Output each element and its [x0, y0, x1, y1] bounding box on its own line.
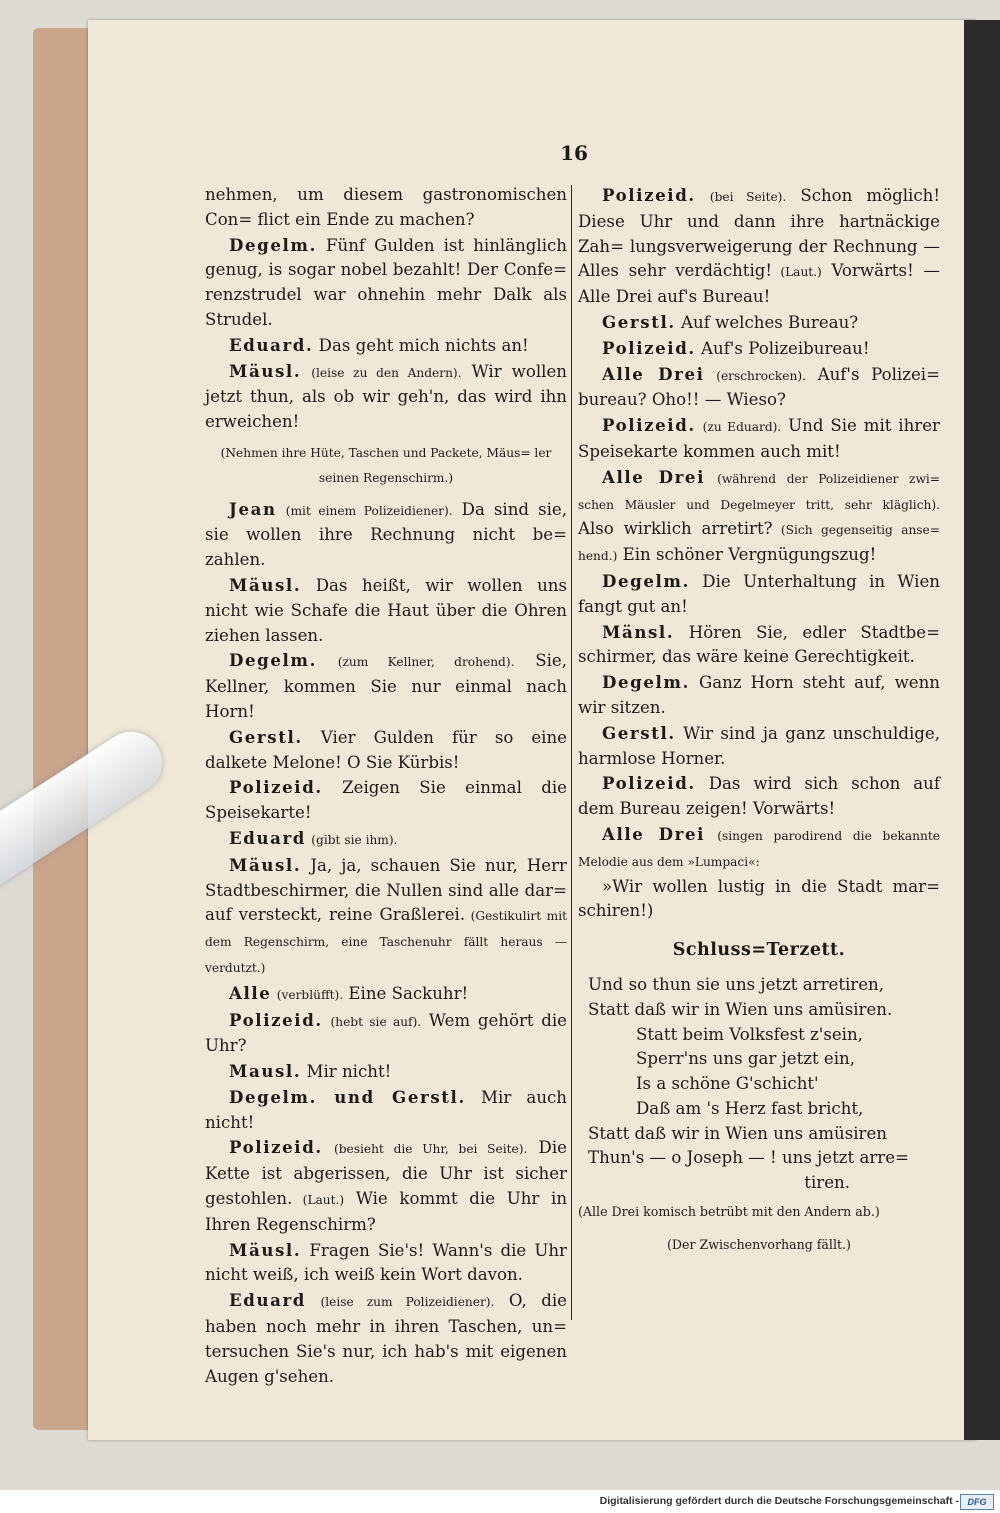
speaker: Mäusl. — [229, 360, 302, 381]
speaker: Mäusl. — [229, 574, 302, 595]
stage-direction: (verblüfft). — [276, 987, 344, 1002]
speaker: Mäusl. — [229, 1239, 302, 1260]
speaker: Mausl. — [229, 1061, 302, 1082]
left-column — [205, 183, 567, 1389]
funding-credit: Digitalisierung gefördert durch die Deutsche Forschungsgemeinschaft - — [599, 1495, 959, 1507]
paragraph: Alle (verblüfft). Eine Sackuhr! — [229, 982, 469, 1003]
paragraph: Alle Drei (während der Polizeidiener zwi= schen Mäusler und Degelmeyer tritt, sehr kläglich). Also wirklich arretirt? (Sich gegenseitig anse= hend.) Ein schöner Vergnügungszug! — [578, 466, 940, 565]
song-line: Daß am 's Herz fast bricht, — [636, 1098, 864, 1118]
song-line: Statt daß wir in Wien uns amüsiren. — [588, 999, 893, 1019]
footer-bar — [0, 1490, 1000, 1513]
speaker: Eduard — [229, 1290, 307, 1311]
paragraph: Degelm. Die Unterhaltung in Wien fangt gut an! — [578, 570, 940, 616]
dfg-logo-icon: DFG — [960, 1494, 994, 1510]
speaker: Polizeid. — [602, 185, 696, 205]
stage-direction-block: (Alle Drei komisch betrübt mit den Andern ab.) — [578, 1204, 880, 1220]
book-cover-edge — [33, 28, 93, 1430]
speaker: Eduard — [229, 827, 307, 848]
speaker: Degelm. — [229, 234, 317, 255]
speaker: Degelm. — [602, 672, 690, 693]
paragraph: Polizeid. (bei Seite). Schon möglich! Diese Uhr und dann ihre hartnäckige Zah= lungsverweigerung der Rechnung — Alles sehr verdächtig! (Laut.) Vorwärts! — Alle Drei auf's Bureau! — [578, 185, 940, 307]
stage-direction: (während der Polizeidiener zwi= schen Mäusler und Degelmeyer tritt, sehr kläglich). — [578, 471, 940, 512]
stage-direction: (hebt sie auf). — [330, 1014, 422, 1029]
speaker: Degelm. — [229, 650, 317, 671]
speaker: Polizeid. — [602, 337, 696, 358]
paragraph: Polizeid. Das wird sich schon auf dem Bureau zeigen! Vorwärts! — [578, 773, 940, 819]
stage-direction: (erschrocken). — [716, 368, 806, 383]
song-line: Und so thun sie uns jetzt arretiren, — [588, 974, 885, 994]
paragraph: Polizeid. Auf's Polizeibureau! — [602, 337, 870, 358]
stage-direction: (Sich gegenseitig anse= hend.) — [578, 523, 940, 564]
dark-binding-edge — [964, 20, 1000, 1440]
paragraph: Degelm. und Gerstl. Mir auch nicht! — [205, 1086, 567, 1132]
column-divider — [571, 185, 572, 1320]
song-line: Sperr'ns uns gar jetzt ein, — [636, 1049, 856, 1069]
page-number: 16 — [560, 141, 588, 165]
speaker: Alle Drei — [602, 823, 706, 844]
paragraph: Mäusl. Fragen Sie's! Wann's die Uhr nicht weiß, ich weiß kein Wort davon. — [205, 1239, 567, 1285]
speaker: Alle — [229, 982, 272, 1003]
paragraph: Mäusl. Ja, ja, schauen Sie nur, Herr Stadtbeschirmer, die Nullen sind alle dar= auf versteckt, reine Graßlerei. (Gestikulirt mit dem Regenschirm, eine Taschenuhr fällt heraus — verdutzt.) — [205, 854, 567, 975]
paragraph: Polizeid. (besieht die Uhr, bei Seite). Die Kette ist abgerissen, die Uhr ist sicher gestohlen. (Laut.) Wie kommt die Uhr in Ihren Regenschirm? — [205, 1137, 568, 1234]
paragraph: Mäusl. Das heißt, wir wollen uns nicht wie Schafe die Haut über die Ohren ziehen lassen. — [205, 574, 567, 645]
song-line: Thun's — o Joseph — ! uns jetzt arre= — [588, 1148, 909, 1168]
paragraph: Mänsl. Hören Sie, edler Stadtbe= schirmer, das wäre keine Gerechtigkeit. — [578, 621, 940, 667]
speaker: Mänsl. — [602, 621, 675, 642]
speaker: Gerstl. — [602, 722, 676, 743]
speaker: Polizeid. — [229, 777, 323, 798]
speaker: Alle Drei — [602, 363, 705, 384]
stage-direction: (Gestikulirt mit dem Regenschirm, eine Taschenuhr fällt heraus — verdutzt.) — [205, 909, 567, 975]
stage-direction: (mit einem Polizeidiener). — [285, 503, 453, 518]
speaker: Polizeid. — [602, 415, 696, 436]
paragraph: Alle Drei (erschrocken). Auf's Polizei= bureau? Oho!! — Wieso? — [578, 363, 940, 410]
quoted-line: »Wir wollen lustig in die Stadt mar= schiren!) — [578, 876, 940, 921]
speaker: Alle Drei — [602, 466, 705, 487]
speaker: Jean — [229, 498, 277, 519]
stage-direction-block: (Der Zwischenvorhang fällt.) — [667, 1236, 851, 1252]
paragraph: Gerstl. Wir sind ja ganz unschuldige, harmlose Horner. — [578, 722, 940, 768]
speaker: Mäusl. — [229, 854, 302, 875]
stage-direction: (singen parodirend die bekannte Melodie aus dem »Lumpaci«: — [578, 828, 940, 869]
paragraph: Gerstl. Vier Gulden für so eine dalkete Melone! O Sie Kürbis! — [205, 726, 567, 772]
paragraph: Eduard. Das geht mich nichts an! — [229, 334, 529, 355]
speaker: Gerstl. — [602, 311, 676, 332]
speaker: Polizeid. — [229, 1009, 323, 1030]
paragraph: Degelm. Ganz Horn steht auf, wenn wir sitzen. — [578, 672, 940, 717]
stage-direction: (leise zum Polizeidiener). — [320, 1295, 495, 1310]
song-line: Statt beim Volksfest z'sein, — [636, 1024, 863, 1044]
stage-direction-block: (Nehmen ihre Hüte, Taschen und Packete, Mäus= ler seinen Regenschirm.) — [220, 445, 552, 485]
paragraph: Polizeid. (zu Eduard). Und Sie mit ihrer Speisekarte kommen auch mit! — [578, 415, 940, 461]
song-line: tiren. — [804, 1173, 850, 1193]
stage-direction: (zum Kellner, drohend). — [337, 655, 515, 670]
speaker: Gerstl. — [229, 726, 303, 747]
speaker: Degelm. und Gerstl. — [229, 1086, 466, 1107]
stage-direction: (Laut.) — [292, 1193, 345, 1208]
speaker: Degelm. — [602, 570, 690, 591]
song-line: Statt daß wir in Wien uns amüsiren — [588, 1123, 887, 1143]
stage-direction: (gibt sie ihm). — [311, 832, 398, 847]
stage-direction: (besieht die Uhr, bei Seite). — [333, 1142, 528, 1157]
speaker: Polizeid. — [229, 1137, 323, 1158]
paragraph: Mäusl. (leise zu den Andern). Wir wollen jetzt thun, als ob wir geh'n, das wird ihn erweichen! — [205, 360, 567, 432]
paragraph — [578, 822, 940, 875]
paragraph: Gerstl. Auf welches Bureau? — [602, 311, 859, 332]
paragraph: Polizeid. (hebt sie auf). Wem gehört die Uhr? — [205, 1009, 567, 1056]
stage-direction: (zu Eduard). — [702, 420, 782, 435]
speaker: Eduard. — [229, 334, 314, 355]
song-line: Is a schöne G'schicht' — [636, 1074, 819, 1094]
paragraph: Eduard (leise zum Polizeidiener). O, die haben noch mehr in ihren Taschen, un= tersuchen Sie's nur, ich hab's mit eigenen Augen g'sehen. — [205, 1290, 567, 1386]
stage-direction: (bei Seite). — [709, 190, 787, 204]
paragraph: Jean (mit einem Polizeidiener). Da sind sie, sie wollen ihre Rechnung nicht be= zahlen. — [205, 498, 567, 570]
stage-direction: (Laut.) — [772, 265, 822, 280]
stage-direction: (leise zu den Andern). — [311, 365, 462, 380]
paragraph: Polizeid. Zeigen Sie einmal die Speisekarte! — [205, 777, 567, 823]
paragraph: nehmen, um diesem gastronomischen Con= flict ein Ende zu machen? — [205, 185, 567, 229]
paragraph: Degelm. (zum Kellner, drohend). Sie, Kellner, kommen Sie nur einmal nach Horn! — [205, 650, 567, 721]
paragraph: Mausl. Mir nicht! — [229, 1061, 392, 1082]
speaker: Polizeid. — [602, 773, 696, 794]
song-heading: Schluss=Terzett. — [672, 940, 846, 961]
paragraph: Degelm. Fünf Gulden ist hinlänglich genug, is sogar nobel bezahlt! Der Confe= renzstrudel war ohnehin mehr Dalk als Strudel. — [205, 234, 567, 329]
right-column — [578, 183, 940, 1258]
paragraph — [205, 826, 567, 853]
